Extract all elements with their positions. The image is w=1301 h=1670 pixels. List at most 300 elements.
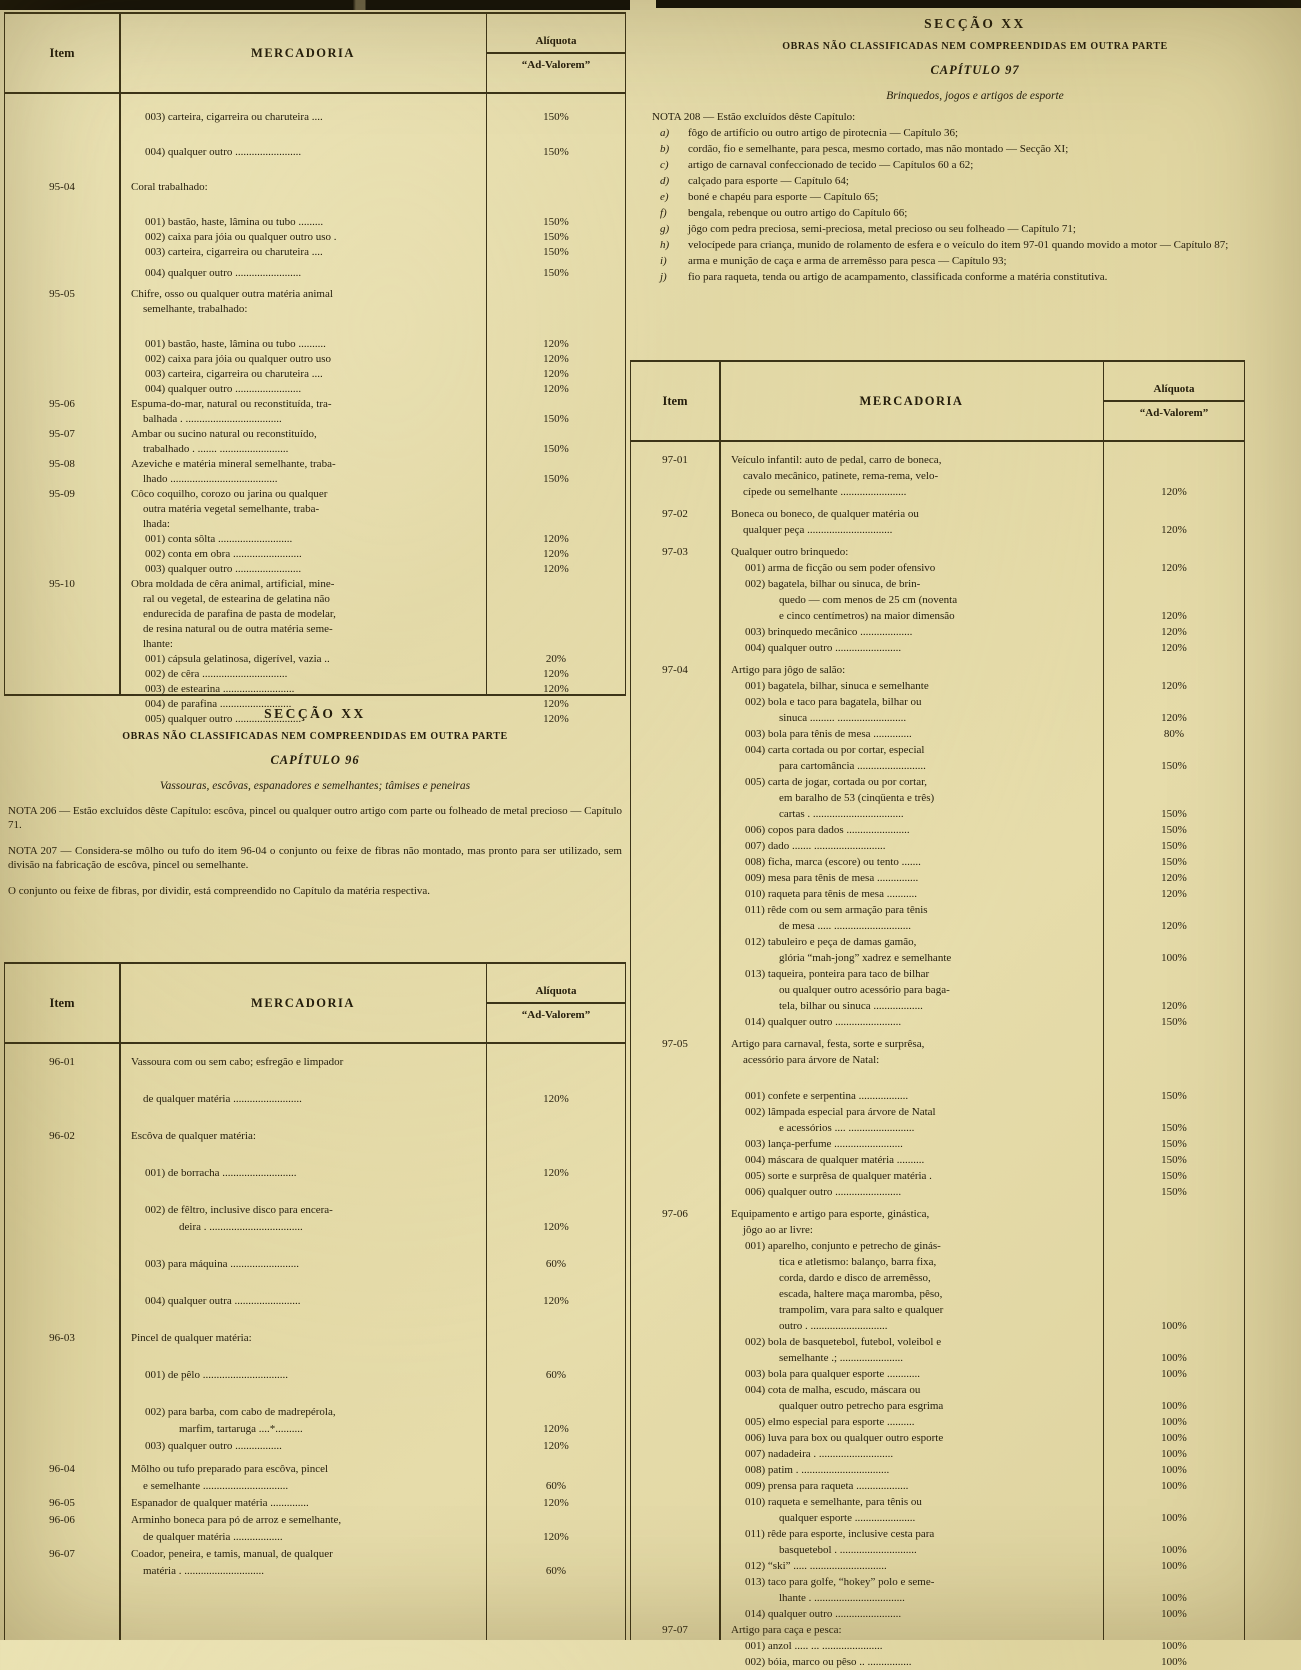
item-code: 95-07: [49, 428, 75, 440]
item-code: 95-08: [49, 458, 75, 470]
aliquota-label: Alíquota: [535, 35, 577, 48]
note-item-text: artigo de carnaval confeccionado de tecido — Capítulos 60 a 62;: [688, 159, 974, 171]
advalorem-rate: [1104, 1622, 1244, 1638]
note-item-text: arma e munição de caça e arma de arremêsso para pesca — Capítulo 93;: [688, 255, 1007, 267]
merchandise-text: 004) carta cortada ou por cortar, especial: [745, 744, 925, 756]
item-code: [631, 950, 719, 966]
table-row: [631, 742, 1244, 758]
table-row: [631, 1350, 1244, 1366]
table-row: [631, 1014, 1244, 1030]
table-row: [631, 1222, 1244, 1238]
item-code: [631, 902, 719, 918]
table-row: [631, 790, 1244, 806]
merchandise-text: 013) taco para golfe, “hokey” polo e seme-: [745, 1576, 935, 1588]
advalorem-rate: [1104, 1334, 1244, 1350]
advalorem-rate: 150%: [1161, 1138, 1187, 1150]
table-row: [631, 1462, 1244, 1478]
item-code: [5, 1478, 119, 1495]
advalorem-rate: 150%: [543, 413, 569, 425]
advalorem-rate: 150%: [543, 443, 569, 455]
item-code: [631, 1638, 719, 1654]
advalorem-rate: 120%: [1161, 626, 1187, 638]
table-body: [5, 94, 625, 727]
merchandise-text: 005) sorte e surprêsa de qualquer matéria .: [745, 1170, 932, 1182]
scan-artifact-bar-left: [0, 0, 630, 10]
advalorem-rate: 120%: [543, 338, 569, 350]
advalorem-rate: 120%: [1161, 486, 1187, 498]
item-code: [631, 966, 719, 982]
advalorem-rate: [487, 1330, 625, 1347]
table-row: [631, 1414, 1244, 1430]
merchandise-text: 001) de pêlo ...............................: [145, 1369, 288, 1381]
advalorem-rate: [1104, 1270, 1244, 1286]
advalorem-rate: [487, 287, 625, 302]
advalorem-rate: 120%: [1161, 642, 1187, 654]
merchandise-text: 002) conta em obra .........................: [145, 548, 302, 560]
note-header: NOTA 208 — Estão excluídos dêste Capítulo:: [652, 111, 856, 123]
advalorem-rate: [1104, 1222, 1244, 1238]
item-code: [631, 1334, 719, 1350]
table-row: [631, 452, 1244, 468]
merchandise-text: 003) qualquer outro ........................: [145, 563, 302, 575]
merchandise-text: 002) para barba, com cabo de madrepérola,: [145, 1406, 336, 1418]
table-row: [631, 758, 1244, 774]
item-code: [631, 774, 719, 790]
table-row: [631, 886, 1244, 902]
table-header: [631, 362, 1244, 442]
item-code: [631, 918, 719, 934]
item-code: [5, 245, 119, 260]
table-row: [5, 302, 625, 317]
merchandise-text: glória “mah-jong” xadrez e semelhante: [779, 952, 952, 964]
advalorem-rate: [1104, 966, 1244, 982]
advalorem-rate: 120%: [543, 1423, 569, 1435]
advalorem-rate: [1104, 1206, 1244, 1222]
item-code: [5, 652, 119, 667]
table-row: [5, 1256, 625, 1273]
merchandise-text: 001) bastão, haste, lâmina ou tubo .........: [145, 216, 324, 228]
table-row: [5, 1529, 625, 1546]
advalorem-rate: 120%: [543, 713, 569, 725]
advalorem-rate: 150%: [543, 111, 569, 123]
table-row: [631, 1510, 1244, 1526]
merchandise-text: tica e atletismo: balanço, barra fixa,: [779, 1256, 937, 1268]
item-code: [5, 1563, 119, 1580]
advalorem-rate: [487, 1461, 625, 1478]
table-row: [631, 608, 1244, 624]
col-header-mercadoria: MERCADORIA: [251, 995, 355, 1010]
table-row: [5, 427, 625, 442]
table-row: [631, 662, 1244, 678]
advalorem-rate: 100%: [1161, 1640, 1187, 1652]
table-row: [631, 640, 1244, 656]
advalorem-rate: 150%: [543, 216, 569, 228]
item-code: [631, 1152, 719, 1168]
table-row: [631, 484, 1244, 500]
item-code: [5, 682, 119, 697]
table-row: [5, 532, 625, 547]
merchandise-text: semelhante .; .......................: [779, 1352, 904, 1364]
merchandise-text: 001) de borracha ...........................: [145, 1167, 297, 1179]
table-row: [631, 1286, 1244, 1302]
advalorem-rate: 120%: [1161, 562, 1187, 574]
merchandise-text: 001) aparelho, conjunto e petrecho de ginás-: [745, 1240, 941, 1252]
item-code: [631, 1574, 719, 1590]
item-code: [631, 1494, 719, 1510]
table-row: [631, 1088, 1244, 1104]
item-code: [631, 592, 719, 608]
advalorem-rate: 120%: [543, 1440, 569, 1452]
item-code: [631, 1398, 719, 1414]
merchandise-text: Azeviche e matéria mineral semelhante, traba-: [131, 458, 336, 470]
item-code: [5, 367, 119, 382]
item-code: [5, 442, 119, 457]
merchandise-text: Qualquer outro brinquedo:: [731, 546, 849, 558]
table-row: [5, 287, 625, 302]
item-code: [631, 1302, 719, 1318]
item-code: [631, 1088, 719, 1104]
merchandise-text: 003) bola para tênis de mesa ..............: [745, 728, 912, 740]
merchandise-text: em baralho de 53 (cinqüenta e três): [779, 792, 935, 804]
item-code: [631, 854, 719, 870]
merchandise-text: 004) de parafina ..........................: [145, 698, 292, 710]
table-row: [631, 1318, 1244, 1334]
advalorem-rate: [1104, 1526, 1244, 1542]
table-body: [631, 442, 1244, 1670]
note-exclusion-item: [652, 142, 1298, 156]
merchandise-text: 003) qualquer outro .................: [145, 1440, 282, 1452]
item-code: [631, 1446, 719, 1462]
advalorem-rate: 150%: [1161, 1016, 1187, 1028]
table-row: [631, 1382, 1244, 1398]
advalorem-rate: [487, 577, 625, 592]
note-item-text: calçado para esporte — Capítulo 64;: [688, 175, 849, 187]
merchandise-text: 001) bagatela, bilhar, sinuca e semelhante: [745, 680, 929, 692]
table-row: [5, 352, 625, 367]
item-code: [631, 1430, 719, 1446]
note-item-label: b): [660, 143, 670, 155]
merchandise-text: 002) lâmpada especial para árvore de Natal: [745, 1106, 936, 1118]
advalorem-rate: 150%: [1161, 856, 1187, 868]
item-code: [631, 1104, 719, 1120]
table-row: [5, 397, 625, 412]
table-row: [5, 457, 625, 472]
item-code: 95-09: [49, 488, 75, 500]
advalorem-rate: [1104, 1254, 1244, 1270]
note-item-label: c): [660, 159, 669, 171]
table-row: [631, 544, 1244, 560]
advalorem-rate: 150%: [1161, 1154, 1187, 1166]
advalorem-rate: 100%: [1161, 1432, 1187, 1444]
advalorem-rate: [1104, 982, 1244, 998]
merchandise-text: outro . ............................: [779, 1320, 888, 1332]
merchandise-text: 002) caixa para jóia ou qualquer outro uso .: [145, 231, 337, 243]
item-code: [631, 886, 719, 902]
table-column-divider: [719, 362, 721, 1640]
merchandise-text: 011) rêde com ou sem armação para tênis: [745, 904, 928, 916]
note-exclusion-item: [652, 254, 1298, 268]
item-code: [631, 1590, 719, 1606]
item-code: [5, 562, 119, 577]
advalorem-rate: 100%: [1161, 952, 1187, 964]
table-row: [5, 517, 625, 532]
item-code: [5, 1219, 119, 1236]
section-chapter-96: [8, 706, 622, 898]
merchandise-text: Ambar ou sucino natural ou reconstituído,: [131, 428, 317, 440]
item-code: [631, 726, 719, 742]
advalorem-rate: 100%: [1161, 1512, 1187, 1524]
merchandise-text: deira . ..................................: [179, 1221, 303, 1233]
advalorem-rate: 100%: [1161, 1464, 1187, 1476]
item-code: 96-02: [49, 1130, 75, 1142]
table-row: [5, 1219, 625, 1236]
item-code: [5, 502, 119, 517]
item-code: [5, 667, 119, 682]
item-code: [631, 982, 719, 998]
table-row: [5, 1438, 625, 1455]
item-code: [631, 1606, 719, 1622]
merchandise-text: qualquer peça ...............................: [743, 524, 893, 536]
item-code: 97-07: [662, 1624, 688, 1636]
merchandise-text: e semelhante ...............................: [143, 1480, 289, 1492]
item-code: [631, 838, 719, 854]
item-code: [631, 790, 719, 806]
advalorem-rate: [487, 1202, 625, 1219]
section-title: SECÇÃO XX: [924, 16, 1026, 31]
item-code: [631, 1510, 719, 1526]
table-row: [5, 412, 625, 427]
item-code: [631, 1014, 719, 1030]
table-row: [5, 577, 625, 592]
table-row: [631, 998, 1244, 1014]
merchandise-text: 002) bola e taco para bagatela, bilhar ou: [745, 696, 922, 708]
item-code: 97-01: [662, 454, 688, 466]
advalorem-rate: 100%: [1161, 1656, 1187, 1668]
aliquota-divider-rule: [487, 1002, 625, 1004]
note-exclusion-list: [652, 126, 1298, 284]
merchandise-text: ral ou vegetal, de estearina de gelatina não: [143, 593, 330, 605]
advalorem-rate: 100%: [1161, 1560, 1187, 1572]
advalorem-rate: 150%: [543, 267, 569, 279]
item-code: [5, 1421, 119, 1438]
item-code: [5, 592, 119, 607]
merchandise-text: 005) carta de jogar, cortada ou por cortar,: [745, 776, 928, 788]
table-row: [631, 468, 1244, 484]
merchandise-text: 001) arma de ficção ou sem poder ofensivo: [745, 562, 936, 574]
note-item-label: e): [660, 191, 669, 203]
item-code: [631, 624, 719, 640]
merchandise-text: 002) bagatela, bilhar ou sinuca, de brin-: [745, 578, 921, 590]
merchandise-text: balhada . ...................................: [143, 413, 282, 425]
merchandise-text: qualquer outro petrecho para esgrima: [779, 1400, 944, 1412]
chapter-subject: Brinquedos, jogos e artigos de esporte: [886, 90, 1064, 102]
aliquota-divider-rule: [487, 52, 625, 54]
merchandise-text: de resina natural ou de outra matéria seme-: [143, 623, 333, 635]
tariff-table-chapter-96: [4, 962, 626, 1640]
advalorem-rate: 100%: [1161, 1352, 1187, 1364]
col-header-mercadoria: MERCADORIA: [859, 393, 964, 408]
merchandise-text: 004) cota de malha, escudo, máscara ou: [745, 1384, 921, 1396]
table-row: [631, 1478, 1244, 1494]
advalorem-rate: 120%: [1161, 872, 1187, 884]
merchandise-text: escada, haltere maça maromba, pêso,: [779, 1288, 943, 1300]
merchandise-text: Pincel de qualquer matéria:: [131, 1332, 252, 1344]
item-code: [631, 1184, 719, 1200]
item-code: [5, 1438, 119, 1455]
item-code: [631, 1136, 719, 1152]
note-item-text: fio para raqueta, tenda ou artigo de acampamento, classificada conforme a matéria constitutiva.: [688, 271, 1108, 283]
advalorem-rate: [487, 457, 625, 472]
advalorem-rate: 150%: [543, 146, 569, 158]
table-row: [5, 1546, 625, 1563]
merchandise-text: 003) bola para qualquer esporte ............: [745, 1368, 921, 1380]
item-code: [5, 1091, 119, 1108]
table-row: [631, 982, 1244, 998]
merchandise-text: lhante:: [143, 638, 173, 650]
advalorem-rate: [487, 607, 625, 622]
item-code: [631, 1526, 719, 1542]
table-row: [5, 637, 625, 652]
merchandise-text: 002) caixa para jóia ou qualquer outro uso: [145, 353, 332, 365]
advalorem-rate: 120%: [1161, 524, 1187, 536]
item-code: [631, 1254, 719, 1270]
merchandise-text: para cartomância .........................: [779, 760, 926, 772]
note-exclusion-item: [652, 238, 1298, 252]
item-code: [631, 576, 719, 592]
table-row: [631, 854, 1244, 870]
item-code: [631, 1286, 719, 1302]
table-row: [631, 1638, 1244, 1654]
table-row: [631, 1254, 1244, 1270]
item-code: [5, 215, 119, 230]
item-code: 97-02: [662, 508, 688, 520]
table-row: [631, 1622, 1244, 1638]
advalorem-rate: 150%: [543, 246, 569, 258]
item-code: [5, 1202, 119, 1219]
table-row: [631, 1590, 1244, 1606]
advalorem-rate: 100%: [1161, 1480, 1187, 1492]
merchandise-text: 012) “ski” ..... ............................: [745, 1560, 887, 1572]
advalorem-rate: 120%: [543, 548, 569, 560]
table-row: [5, 667, 625, 682]
item-code: [631, 806, 719, 822]
table-row: [631, 1152, 1244, 1168]
item-code: 97-06: [662, 1208, 688, 1220]
table-row: [631, 1206, 1244, 1222]
merchandise-text: 014) qualquer outro ........................: [745, 1016, 902, 1028]
table-row: [5, 1165, 625, 1182]
merchandise-text: 007) dado ....... ..........................: [745, 840, 886, 852]
item-code: [5, 412, 119, 427]
merchandise-text: marfim, tartaruga ....*..........: [179, 1423, 303, 1435]
note-exclusion-item: [652, 222, 1298, 236]
advalorem-rate: [1104, 452, 1244, 468]
merchandise-text: 001) confete e serpentina ..................: [745, 1090, 909, 1102]
item-code: [631, 694, 719, 710]
item-code: [631, 1238, 719, 1254]
table-row: [631, 1654, 1244, 1670]
advalorem-rate: 20%: [545, 653, 567, 665]
table-row: [5, 245, 625, 260]
merchandise-text: 005) elmo especial para esporte ..........: [745, 1416, 915, 1428]
advalorem-rate: 150%: [1161, 1090, 1187, 1102]
merchandise-text: trabalhado . ....... .........................: [143, 443, 289, 455]
col-header-item: Item: [662, 393, 688, 408]
item-code: 96-03: [49, 1332, 75, 1344]
merchandise-text: 002) bola de basquetebol, futebol, voleibol e: [745, 1336, 942, 1348]
table-row: [5, 1293, 625, 1310]
scan-artifact-bar-right: [656, 0, 1301, 8]
advalorem-rate: [1104, 694, 1244, 710]
merchandise-text: 001) conta sôlta ...........................: [145, 533, 293, 545]
table-row: [5, 1563, 625, 1580]
table-row: [631, 726, 1244, 742]
table-header: [5, 14, 625, 94]
merchandise-text: matéria . .............................: [143, 1565, 264, 1577]
advalorem-rate: 60%: [545, 1258, 567, 1270]
table-row: [5, 502, 625, 517]
item-code: [5, 637, 119, 652]
advalorem-rate: 100%: [1161, 1448, 1187, 1460]
advalorem-rate: 120%: [543, 563, 569, 575]
table-row: [631, 560, 1244, 576]
col-header-item: Item: [49, 45, 75, 60]
item-code: [5, 302, 119, 317]
table-row: [631, 1334, 1244, 1350]
advalorem-rate: [487, 487, 625, 502]
advalorem-rate: 120%: [543, 1167, 569, 1179]
col-header-aliquota: [487, 964, 625, 1042]
item-code: [5, 337, 119, 352]
table-row: [631, 522, 1244, 538]
section-chapter-97: [652, 16, 1298, 284]
item-code: [5, 145, 119, 160]
item-code: [631, 870, 719, 886]
advalorem-rate: 120%: [543, 698, 569, 710]
table-row: [5, 367, 625, 382]
advalorem-rate: 150%: [1161, 808, 1187, 820]
advalorem-rate: 100%: [1161, 1400, 1187, 1412]
table-row: [631, 902, 1244, 918]
note-item-label: f): [660, 207, 667, 219]
table-header: [5, 964, 625, 1044]
merchandise-text: Artigo para caça e pesca:: [731, 1624, 842, 1636]
item-code: [5, 352, 119, 367]
advalorem-rate: 120%: [543, 383, 569, 395]
advalorem-rate: 60%: [545, 1480, 567, 1492]
advalorem-rate: 60%: [545, 1565, 567, 1577]
table-row: [5, 592, 625, 607]
merchandise-text: Arminho boneca para pó de arroz e semelhante,: [131, 1514, 342, 1526]
merchandise-text: Equipamento e artigo para esporte, ginástica,: [731, 1208, 930, 1220]
advalorem-rate: [1104, 742, 1244, 758]
col-header-aliquota: [487, 14, 625, 92]
note-item-text: fôgo de artifício ou outro artigo de pirotecnia — Capítulo 36;: [688, 127, 959, 139]
table-row: [5, 547, 625, 562]
merchandise-text: 002) de fêltro, inclusive disco para encera-: [145, 1204, 333, 1216]
merchandise-text: 008) ficha, marca (escore) ou tento .......: [745, 856, 921, 868]
merchandise-text: Côco coquilho, corozo ou jarina ou qualquer: [131, 488, 328, 500]
item-code: [5, 266, 119, 281]
advalorem-rate: [1104, 1238, 1244, 1254]
note-exclusion-item: [652, 126, 1298, 140]
advalorem-rate: 120%: [543, 1497, 569, 1509]
advalorem-rate: 150%: [1161, 760, 1187, 772]
merchandise-text: Coador, peneira, e tamis, manual, de qualquer: [131, 1548, 333, 1560]
note-item-text: boné e chapéu para esporte — Capítulo 65;: [688, 191, 879, 203]
tariff-table-chapter-97: [630, 360, 1245, 1668]
advalorem-rate: 100%: [1161, 1544, 1187, 1556]
